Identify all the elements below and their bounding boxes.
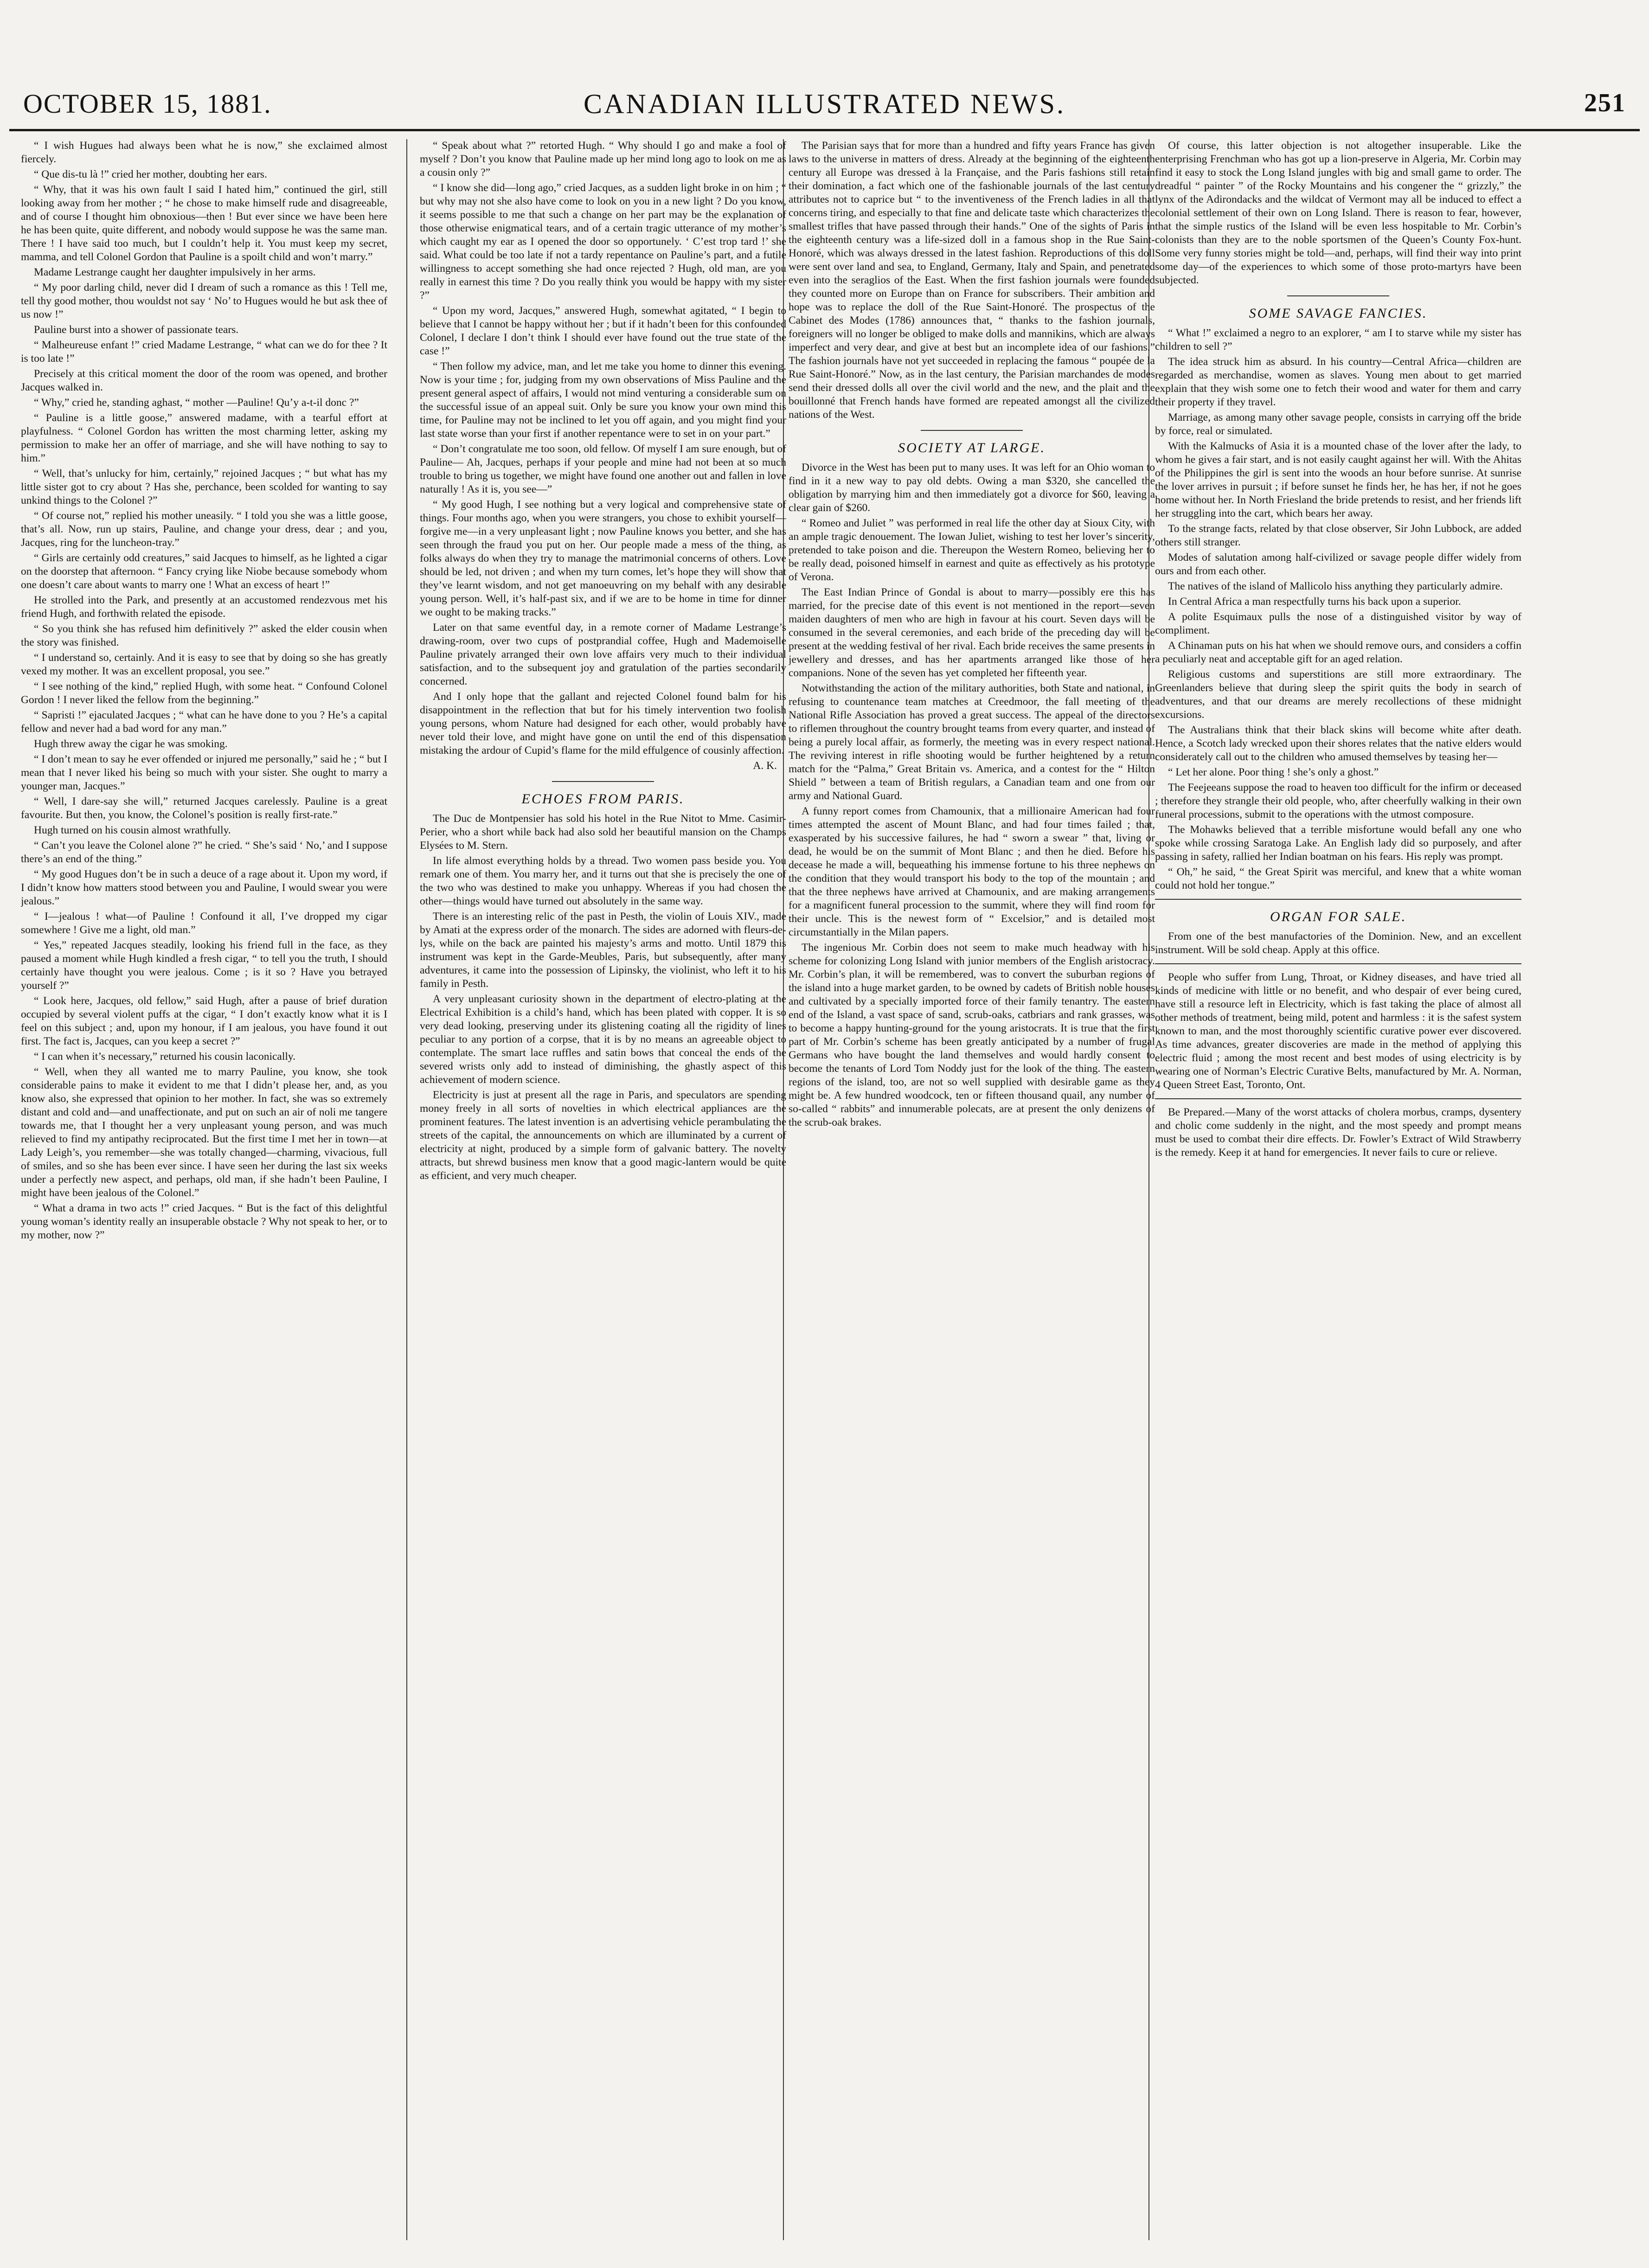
story-paragraph: “ Why,” cried he, standing aghast, “ mother —Pauline! Qu’y a-t-il donc ?” bbox=[34, 397, 359, 409]
masthead-rule bbox=[9, 129, 1640, 131]
story-paragraph: Precisely at this critical moment the door of the room was opened, and brother Jacques walked in. bbox=[21, 368, 387, 393]
story-paragraph: Later on that same eventful day, in a remote corner of Madame Lestrange’s drawing-room, over two cups of postprandial coffee, Hugh and Mademoiselle Pauline privately arranged their own love affairs very much to their individual satisfaction, and to the subsequent joy and gratulation of the parties secondarily concerned. bbox=[420, 621, 786, 687]
echoes-paragraph: A very unpleasant curiosity shown in the department of electro-plating at the Electrical Exhibition is a child’s hand, which has been plated with copper. It is so very dead looking, preserving under its glistening coating all the rigidity of lines peculiar to any portion of a corpse, that it is by no means an agreeable object to contemplate. The smart lace ruffles and satin bows that conceal the ends of the severed wrists only add to instead of diminishing, the ghastly aspect of this achievement of modern science. bbox=[420, 993, 786, 1086]
savage-paragraph: The Feejeeans suppose the road to heaven too difficult for the infirm or deceased ; therefore they strangle their old people, who, after cheerfully walking in their own funeral processions, submit to the operations with the utmost composure. bbox=[1155, 782, 1521, 820]
story-paragraph: “ I understand so, certainly. And it is easy to see that by doing so she has greatly vexed my mother. It was an excellent proposal, you see.” bbox=[21, 652, 387, 677]
story-paragraph: “ I—jealous ! what—of Pauline ! Confound it all, I’ve dropped my cigar somewhere ! Give me a light, old man.” bbox=[21, 910, 387, 936]
society-paragraph: A funny report comes from Chamounix, that a millionaire American had four times attempted the ascent of Mount Blanc, and had four times failed ; that, exasperated by his successive failures, he had “ sworn a swear ” that, living or dead, he would be on the summit of Mont Blanc ; and then he died. Before his decease he made a will, bequeathing his immense fortune to his three nephews on the condition that they would transport his body to the top of the mountain ; and that the three nephews have arrived at Chamounix, and are making arrangements for a magnificent funeral procession to the summit, where they will find room for their uncle. This is the newest form of “ Excelsior,” and is detailed most circumstantially in the Milan papers. bbox=[789, 805, 1155, 938]
story-paragraph: “ What a drama in two acts !” cried Jacques. “ But is the fact of this delightful young woman’s identity really an insuperable obstacle ? Why not speak to her, or to my mother, now ?” bbox=[21, 1202, 387, 1241]
column-1 bbox=[21, 139, 387, 2245]
story-paragraph: “ So you think she has refused him definitively ?” asked the elder cousin when the story was finished. bbox=[21, 623, 387, 648]
story-paragraph: “ Can’t you leave the Colonel alone ?” he cried. “ She’s said ‘ No,’ and I suppose there’s an end of the thing.” bbox=[21, 839, 387, 865]
savage-paragraph: “ Oh,” he said, “ the Great Spirit was merciful, and knew that a white woman could not hold her tongue.” bbox=[1155, 866, 1521, 891]
story-paragraph: Madame Lestrange caught her daughter impulsively in her arms. bbox=[34, 266, 316, 278]
organ-text: From one of the best manufactories of the Dominion. New, and an excellent instrument. Will be sold cheap. Apply at this office. bbox=[1155, 930, 1521, 956]
savage-heading: SOME SAVAGE FANCIES. bbox=[1249, 306, 1428, 321]
savage-paragraph: A polite Esquimaux pulls the nose of a distinguished visitor by way of compliment. bbox=[1155, 611, 1521, 636]
story-paragraph: “ Yes,” repeated Jacques steadily, looking his friend full in the face, as they paused a moment while Hugh kindled a fresh cigar, “ to tell you the truth, I should certainly have thought you were jealous. Come ; is it so ? Have you betrayed yourself ?” bbox=[21, 939, 387, 992]
society-paragraph: Notwithstanding the action of the military authorities, both State and national, in refusing to countenance team matches at Creedmoor, the fall meeting of the National Rifle Association has proved a great success. The appeal of the directors to riflemen throughout the country brought teams from every quarter, and instead of being a purely local affair, as formerly, the meeting was in every respect national. The reviving interest in rifle shooting would be further heightened by a return match for the “Palma,” Great Britain vs. America, and a contest for the “ Hilton Shield ” between a team of British regulars, a Canadian team and one from our army and National Guard. bbox=[789, 682, 1155, 802]
society-paragraph: Of course, this latter objection is not altogether insuperable. Like the enterprising Frenchman who has got up a lion-preserve in Algeria, Mr. Corbin may find it easy to stock the Long Island jungles with big and small game to order. The dreadful “ painter ” of the Rocky Mountains and his congener the “ grizzly,” the lynx of the Adirondacks and the wildcat of Vermont may all be induced to effect a colonial settlement of their own on Long Island. There is reason to fear, however, that the simple rustics of the Island will be even less hospitable to Mr. Corbin’s colonists than they are to the noble sportsmen of the Queen’s County Fox-hunt. Some very funny stories might be told—and, perhaps, will find their way into print some day—of the experiences to which some of those proto-martyrs have been subjected. bbox=[1155, 140, 1521, 286]
story-paragraph: “ Speak about what ?” retorted Hugh. “ Why should I go and make a fool of myself ? Don’t you know that Pauline made up her mind long ago to look on me as a cousin only ?” bbox=[420, 140, 786, 179]
echoes-heading: ECHOES FROM PARIS. bbox=[521, 791, 685, 807]
story-paragraph: “ I know she did—long ago,” cried Jacques, as a sudden light broke in on him ; “ but why may not she also have come to look on you in a new light ? Do you know, it seems possible to me that such a change on her part may be the explanation of those otherwise enigmatical tears, and of a certain tragic utterance of my mother’s which caught my ear as I opened the door so opportunely. ‘ C’est trop tard !’ she said. What could be too late if not a tardy repentance on Pauline’s part, and a futile willingness to accept something she had once rejected ? Hugh, old man, are you really in earnest this time ? Do you really think you would be happy with my sister ?” bbox=[420, 182, 786, 301]
society-paragraph: “ Romeo and Juliet ” was performed in real life the other day at Sioux City, with an ample tragic denouement. The Iowan Juliet, wishing to test her lover’s sincerity, pretended to take poison and die. Thereupon the Western Romeo, believing her to be really dead, poisoned himself in earnest and quite as effectively as his prototype of Verona. bbox=[789, 517, 1155, 583]
echoes-paragraph: There is an interesting relic of the past in Pesth, the violin of Louis XIV., made by Amati at the express order of the monarch. The sides are adorned with fleurs-de-lys, while on the back are painted his majesty’s arms and motto. Until 1879 this instrument was kept in the Garde-Meubles, Paris, but subsequently, after many adventures, it came into the possession of Lipinsky, the violinist, who left it to his family in Pesth. bbox=[420, 910, 786, 990]
story-paragraph: “ My good Hugues don’t be in such a deuce of a rage about it. Upon my word, if I didn’t know how matters stood between you and Pauline, I would swear you were jealous.” bbox=[21, 868, 387, 907]
story-paragraph: “ Upon my word, Jacques,” answered Hugh, somewhat agitated, “ I begin to believe that I cannot be happy without her ; but if it hadn’t been for this confounded Colonel, I declare I don’t think I should ever have found out the true state of the case !” bbox=[420, 305, 786, 357]
column-2 bbox=[420, 139, 786, 2245]
story-paragraph: “ Of course not,” replied his mother uneasily. “ I told you she was a little goose, that’s all. Now, run up stairs, Pauline, and change your dress, dear ; and you, Jacques, ring for the luncheon-tray.” bbox=[21, 510, 387, 549]
section-rule bbox=[921, 430, 1023, 431]
savage-paragraph: The idea struck him as absurd. In his country—Central Africa—children are regarded as merchandise, women as slaves. Young men about to get married explain that they wish some one to fetch their wood and water for them and carry their property if they travel. bbox=[1155, 356, 1521, 408]
savage-paragraph: “ What !” exclaimed a negro to an explorer, “ am I to starve while my sister has children to sell ?” bbox=[1155, 327, 1521, 352]
savage-paragraph: Modes of salutation among half-civilized or savage people differ widely from ours and from each other. bbox=[1155, 551, 1521, 577]
story-paragraph: “ Que dis-tu là !” cried her mother, doubting her ears. bbox=[34, 168, 267, 180]
story-paragraph: “ I see nothing of the kind,” replied Hugh, with some heat. “ Confound Colonel Gordon ! I never liked the fellow from the beginning.” bbox=[21, 680, 387, 706]
society-paragraph: The ingenious Mr. Corbin does not seem to make much headway with his scheme for colonizing Long Island with junior members of the English aristocracy. Mr. Corbin’s plan, it will be remembered, was to convert the suburban regions of the island into a huge market garden, to be owned by cadets of British noble houses and cultivated by a specially imported force of their family tenantry. The eastern end of the Island, a vast space of sand, scrub-oaks, catbriars and rank grasses, was to become a happy hunting-ground for the young aristocrats. It is true that the first part of Mr. Corbin’s scheme has been greatly anticipated by a number of frugal Germans who have bought the land themselves and would hardly consent to become the tenants of Lord Tom Noddy just for the look of the thing. The eastern regions of the island, too, are not so well supplied with desirable game as they might be. A few hundred woodcock, ten or fifteen thousand quail, any number of so-called “ rabbits” and innumerable polecats, are at present the only denizens of the scrub-oak brakes. bbox=[789, 942, 1155, 1128]
newspaper-title: CANADIAN ILLUSTRATED NEWS. bbox=[584, 89, 1065, 119]
section-rule bbox=[1287, 295, 1389, 296]
section-rule bbox=[552, 781, 654, 782]
section-rule bbox=[1155, 1098, 1521, 1099]
story-paragraph: Pauline burst into a shower of passionate tears. bbox=[34, 324, 239, 336]
story-paragraph: “ Well, when they all wanted me to marry Pauline, you know, she took considerable pains to make it evident to me that I didn’t please her, and, as you know also, she expressed that opinion to her mother. In fact, she was so extremely distant and cold and—and unaffectionate, and put on such an air of noli me tangere towards me, that I thought her a very unpleasant young person, and was much relieved to find my antipathy reciprocated. But the first time I met her in town—at Lady Leigh’s, you remember—she was totally changed—charming, vivacious, full of smiles, and so she has been ever since. I have seen her during the last six weeks under a perfectly new aspect, and perhaps, old man, if she hadn’t been Pauline, I might have been jealous of the Colonel.” bbox=[21, 1066, 387, 1199]
story-paragraph: Hugh turned on his cousin almost wrathfully. bbox=[34, 824, 231, 836]
story-signature: A. K. bbox=[753, 760, 777, 772]
column-4 bbox=[1155, 139, 1521, 2245]
story-paragraph: “ Well, I dare-say she will,” returned Jacques carelessly. Pauline is a great favourite. But then, you know, the Colonel’s position is really first-rate.” bbox=[21, 795, 387, 821]
echoes-paragraph: In life almost everything holds by a thread. Two women pass beside you. You remark one of them. You marry her, and it turns out that she is precisely the one of the two who was destined to make you unhappy. Whereas if you had chosen the other—things would have turned out absolutely in the same way. bbox=[420, 855, 786, 907]
savage-paragraph: To the strange facts, related by that close observer, Sir John Lubbock, are added others still stranger. bbox=[1155, 523, 1521, 548]
echoes-paragraph: Electricity is just at present all the rage in Paris, and speculators are spending money freely in all sorts of novelties in which electrical appliances are the prominent features. The latest invention is an advertising vehicle perambulating the streets of the capital, the announcements on which are illuminated by a current of electricity at night, produced by a simple form of galvanic battery. The novelty attracts, but shrewd business men know that a good magic-lantern would be quite as efficient, and very much cheaper. bbox=[420, 1089, 786, 1182]
ad-paragraph: Be Prepared.—Many of the worst attacks of cholera morbus, cramps, dysentery and cholic come suddenly in the night, and the most speedy and prompt means must be used to combat their dire effects. Dr. Fowler’s Extract of Wild Strawberry is the remedy. Keep it at hand for emergencies. It never fails to cure or relieve. bbox=[1155, 1106, 1521, 1159]
savage-paragraph: The Australians think that their black skins will become white after death. Hence, a Scotch lady wrecked upon their shores relates that the native elders would considerately call out to the children who amused themselves by teasing her— bbox=[1155, 724, 1521, 763]
page-number: 251 bbox=[1584, 89, 1626, 117]
ad-paragraph: People who suffer from Lung, Throat, or Kidney diseases, and have tried all kinds of medicine with little or no benefit, and who despair of ever being cured, have still a resource left in Electricity, which is fast taking the place of almost all other methods of treatment, being mild, potent and harmless : it is the safest system known to man, and the most thoroughly scientific curative power ever discovered. As time advances, greater discoveries are made in the method of applying this electric fluid ; among the most recent and best modes of using electricity is by wearing one of Norman’s Electric Curative Belts, manufactured by Mr. A. Norman, 4 Queen Street East, Toronto, Ont. bbox=[1155, 971, 1521, 1091]
issue-date: OCTOBER 15, 1881. bbox=[23, 89, 272, 119]
story-paragraph: “ Look here, Jacques, old fellow,” said Hugh, after a pause of brief duration occupied by several violent puffs at the cigar, “ I don’t exactly know what it is I feel on this subject ; and, upon my honour, if I am jealous, you have found it out first. The fact is, Jacques, can you keep a secret ?” bbox=[21, 995, 387, 1047]
echoes-paragraph: The Parisian says that for more than a hundred and fifty years France has given laws to the universe in matters of dress. Already at the beginning of the eighteenth century all Europe was dressed à la Française, and the Paris fashions still retain their domination, a fact which one of the fashionable journals of the last century attributes not to caprice but “ to the inventiveness of the French ladies in all that concerns tiring, and especially to that fine and delicate taste which characterizes the smallest trifles that have passed through their hands.” One of the sights of Paris in the eighteenth century was a life-sized doll in a famous shop in the Rue Saint-Honoré, which was always dressed in the latest fashion. Reproductions of this doll were sent over land and sea, to England, Germany, Italy and Spain, and penetrated even into the seraglios of the East. When the first fashion journals were founded they counted more on Europe than on France for subscribers. Their ambition and hope was to replace the doll of the Rue Saint-Honoré. The prospectus of the Cabinet des Modes (1786) announces that, “ thanks to the fashion journals, foreigners will no longer be obliged to make dolls and mannikins, which are always imperfect and very dear, and give at best but an incomplete idea of our fashions.” The fashion journals have not yet succeeded in replacing the famous “ poupée de la Rue Saint-Honoré.” Now, as in the last century, the Parisian marchandes de modes send their dressed dolls all over the civil world and the new, and the plait and the bouillonné that French hands have formed are repeated amongst all the civilized nations of the West. bbox=[789, 140, 1155, 421]
story-paragraph: “ Then follow my advice, man, and let me take you home to dinner this evening. Now is your time ; for, judging from my own observations of Miss Pauline and the present general aspect of affairs, I would not mind venturing a considerable sum on the successful issue of an appeal suit. Only be sure you know your own mind this time, for Pauline may not be inclined to let you off again, and you might find your last state worse than your first if another repentance were to set in on your part.” bbox=[420, 360, 786, 440]
savage-paragraph: “ Let her alone. Poor thing ! she’s only a ghost.” bbox=[1168, 766, 1379, 778]
story-paragraph: And I only hope that the gallant and rejected Colonel found balm for his disappointment in the reflection that but for his timely intervention two foolish young persons, whom Nature had designed for each other, would probably have never told their love, and might have gone on until the end of this dispensation mistaking the ardour of Cupid’s flame for the mild effulgence of cousinly affection. bbox=[420, 691, 786, 756]
society-heading: SOCIETY AT LARGE. bbox=[898, 440, 1046, 455]
savage-paragraph: Religious customs and superstitions are still more extraordinary. The Greenlanders believe that during sleep the spirit quits the body in search of adventures, and that our dreams are merely recollections of these midnight excursions. bbox=[1155, 668, 1521, 721]
savage-paragraph: In Central Africa a man respectfully turns his back upon a superior. bbox=[1168, 596, 1461, 608]
masthead bbox=[9, 88, 1640, 130]
column-3 bbox=[789, 139, 1155, 2245]
story-paragraph: “ My good Hugh, I see nothing but a very logical and comprehensive state of things. Four months ago, when you were strangers, you chose to exhibit yourself—forgive me—in a very unpleasant light ; now Pauline knows you better, and she has seen through the fraud you put on her. Our people made a mess of the thing, as folks always do when they try to manage the matrimonial concerns of others. Love should be led, not driven ; and when my turn comes, let’s hope they will show that they’ve learnt wisdom, and not get manoeuvring on my behalf with any desirable young person. Well, it’s half-past six, and if we are to be home in time for dinner we ought to be making tracks.” bbox=[420, 499, 786, 618]
savage-paragraph: With the Kalmucks of Asia it is a mounted chase of the lover after the lady, to whom he gives a fair start, and is not easily caught against her will. With the Ahitas of the Philippines the girl is sent into the woods an hour before sunrise. At sunrise the lover arrives in pursuit ; if before sunset he finds her, he has her, if not he goes home without her. In North Friesland the bride pretends to resist, and her friends lift her struggling into the cart, which bears her away. bbox=[1155, 440, 1521, 519]
story-paragraph: “ I don’t mean to say he ever offended or injured me personally,” said he ; “ but I mean that I never liked his being so much with your sister. She ought to marry a younger man, Jacques.” bbox=[21, 753, 387, 792]
savage-paragraph: The natives of the island of Mallicolo hiss anything they particularly admire. bbox=[1168, 580, 1503, 592]
story-paragraph: “ Malheureuse enfant !” cried Madame Lestrange, “ what can we do for thee ? It is too late !” bbox=[21, 339, 387, 365]
story-paragraph: He strolled into the Park, and presently at an accustomed rendezvous met his friend Hugh, and forthwith related the episode. bbox=[21, 594, 387, 620]
column-rule bbox=[406, 139, 407, 2240]
story-paragraph: “ Well, that’s unlucky for him, certainly,” rejoined Jacques ; “ but what has my little sister got to cry about ? Has she, perchance, been scolded for wanting to say unkind things to the Colonel ?” bbox=[21, 468, 387, 506]
echoes-paragraph: The Duc de Montpensier has sold his hotel in the Rue Nitot to Mme. Casimir-Perier, who a short while back had also sold her beautiful mansion on the Champs Elysées to M. Stern. bbox=[420, 813, 786, 852]
society-paragraph: The East Indian Prince of Gondal is about to marry—possibly ere this has married, for the precise date of this event is not mentioned in the report—seven maiden daughters of men who are high in favour at his court. Seven days will be consumed in the several ceremonies, and each bride of the preceding day will be present at the wedding festival of her rival. Each bride receives the same presents in jewellery and dresses, and has her apartments arranged like those of her companions. None of the seven has yet completed her fifteenth year. bbox=[789, 586, 1155, 679]
story-paragraph: “ My poor darling child, never did I dream of such a romance as this ! Tell me, tell thy good mother, thou wouldst not say ‘ No’ to Hugues would he but ask thee of us now !” bbox=[21, 282, 387, 320]
savage-paragraph: A Chinaman puts on his hat when we should remove ours, and considers a coffin a peculiarly neat and acceptable gift for an aged relation. bbox=[1155, 640, 1521, 665]
story-paragraph: Hugh threw away the cigar he was smoking. bbox=[34, 738, 228, 750]
story-paragraph: “ Pauline is a little goose,” answered madame, with a tearful effort at playfulness. “ Colonel Gordon has written the most charming letter, asking my permission to make her an offer of marriage, and she will have nothing to say to him.” bbox=[21, 412, 387, 464]
section-rule bbox=[1155, 899, 1521, 900]
section-rule bbox=[1155, 963, 1521, 964]
story-paragraph: “ Sapristi !” ejaculated Jacques ; “ what can he have done to you ? He’s a capital fellow and never had a bad word for any man.” bbox=[21, 709, 387, 735]
story-paragraph: “ Don’t congratulate me too soon, old fellow. Of myself I am sure enough, but of Pauline— Ah, Jacques, perhaps if your people and mine had not been at so much trouble to bring us together, we might have found one another out and fallen in love naturally ! As it is, you see—” bbox=[420, 443, 786, 495]
story-paragraph: “ Why, that it was his own fault I said I hated him,” continued the girl, still looking away from her mother ; “ he chose to make himself rude and disagreeable, and of course I thought him obnoxious—then ! But ever since we have been here he has been quite, quite different, and nobody would suppose he was the same man. There ! I have said too much, but I couldn’t help it. You must keep my secret, mamma, and tell Colonel Gordon that Pauline is a spoilt child and won’t marry.” bbox=[21, 184, 387, 263]
story-paragraph: “ Girls are certainly odd creatures,” said Jacques to himself, as he lighted a cigar on the doorstep that afternoon. “ Fancy crying like Niobe because somebody whom one doesn’t care about wants to marry one ! What an excess of heart !” bbox=[21, 552, 387, 591]
savage-paragraph: The Mohawks believed that a terrible misfortune would befall any one who spoke while crossing Saratoga Lake. An English lady did so purposely, and after passing in safety, rallied her Indian boatman on his fears. His reply was prompt. bbox=[1155, 824, 1521, 863]
story-paragraph: “ I wish Hugues had always been what he is now,” she exclaimed almost fiercely. bbox=[21, 140, 387, 165]
organ-heading: ORGAN FOR SALE. bbox=[1270, 909, 1407, 924]
savage-paragraph: Marriage, as among many other savage people, consists in carrying off the bride by force, real or simulated. bbox=[1155, 411, 1521, 437]
society-paragraph: Divorce in the West has been put to many uses. It was left for an Ohio woman to find in it a new way to pay old debts. Owing a man $320, she cancelled the obligation by marrying him and then immediately got a divorce for $60, leaving a clear gain of $260. bbox=[789, 461, 1155, 514]
story-paragraph: “ I can when it’s necessary,” returned his cousin laconically. bbox=[34, 1051, 295, 1063]
